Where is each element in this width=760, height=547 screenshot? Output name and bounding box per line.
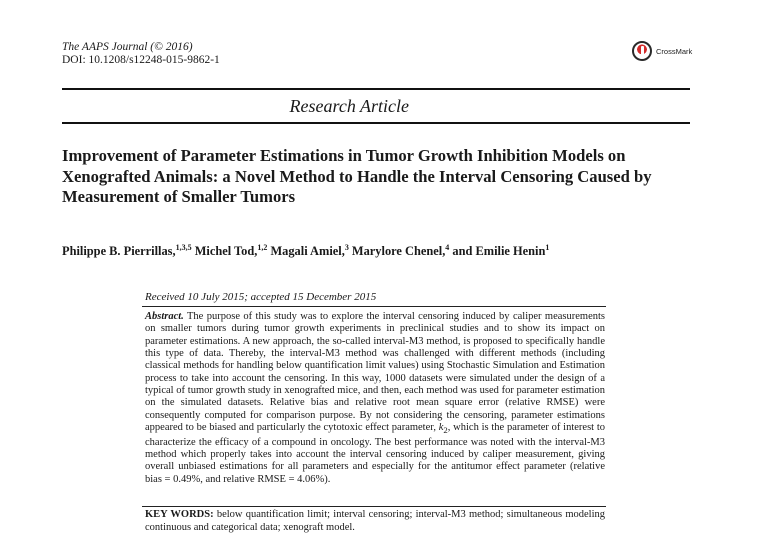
article-type: Research Article [289,96,409,116]
keywords-text: below quantification limit; interval censoring; interval-M3 method; simultaneous modeling continuous and categorical data; xenograft model. [145,509,605,533]
abstract [145,311,605,486]
author: Philippe B. Pierrillas, [62,244,176,259]
keywords-rule [142,506,606,507]
abstract-top-rule [142,306,606,307]
author-list [62,243,702,259]
paper-title: Improvement of Parameter Estimations in Tumor Growth Inhibition Models on Xenografted Animals: a Novel Method to Handle the Interval Censoring Caused by Measurement of Smaller Tumors [62,146,652,206]
doi[interactable]: DOI: 10.1208/s12248-015-9862-1 [62,54,220,66]
author: Marylore Chenel, [351,244,446,259]
top-divider [62,88,690,90]
crossmark-label[interactable]: CrossMark [656,46,693,56]
abstract-label: Abstract. [145,311,184,322]
author-affiliation: 1,3,5 [175,243,192,252]
author-affiliation: 1,2 [257,243,268,252]
author: Michel Tod, [194,244,258,259]
abstract-text-2: , which is the parameter of interest to characterize the efficacy of a compound in oncology. The best performance was noted with the interval-M3 method which properly takes into account the interval censoring induced by caliper measurement, giving overall unbiased estimations for all parameters and especially for the antitumor effect parameter (relative bias = 0.49%, and relative RMSE = 4.06%). [145,422,606,485]
article-type-bar [62,96,690,117]
k2-symbol: k [438,422,444,434]
k2-subscript: 2 [443,425,448,436]
keywords-label: KEY WORDS: [145,509,214,520]
author: and Emilie Henin [452,244,546,259]
abstract-text-1: The purpose of this study was to explore the interval censoring induced by caliper measurements on smaller tumors during tumor growth experiments in preclinical studies and to show its impact on parameter estimations. A new approach, the so-called interval-M3 method, is proposed to specifically handle this type of data. Thereby, the interval-M3 method was challenged with different methods (including classical methods for handling below quantification limit values) using Stochastic Simulation and Estimation process to take into account the censoring. In this way, 1000 datasets were simulated under the design of a typical of tumor growth study in xenografted mice, and then, each method was used for parameter estimation on the simulated datasets. Relative bias and relative root mean square error (relative RMSE) were consequently computed for comparison purpose. By not considering the censoring, parameter estimations appeared to be biased and particularly the cytotoxic effect parameter, [145,311,605,434]
crossmark-badge[interactable] [632,41,692,61]
bottom-divider [62,122,690,124]
author-affiliation: 1 [545,243,550,252]
journal-title: The AAPS Journal (© 2016) [62,41,193,53]
journal-info [62,41,220,67]
keywords [145,509,605,534]
author-affiliation: 3 [344,243,349,252]
received-dates: Received 10 July 2015; accepted 15 December 2015 [145,291,377,303]
author-affiliation: 4 [445,243,450,252]
crossmark-icon[interactable] [632,41,652,61]
author: Magali Amiel, [270,244,345,259]
